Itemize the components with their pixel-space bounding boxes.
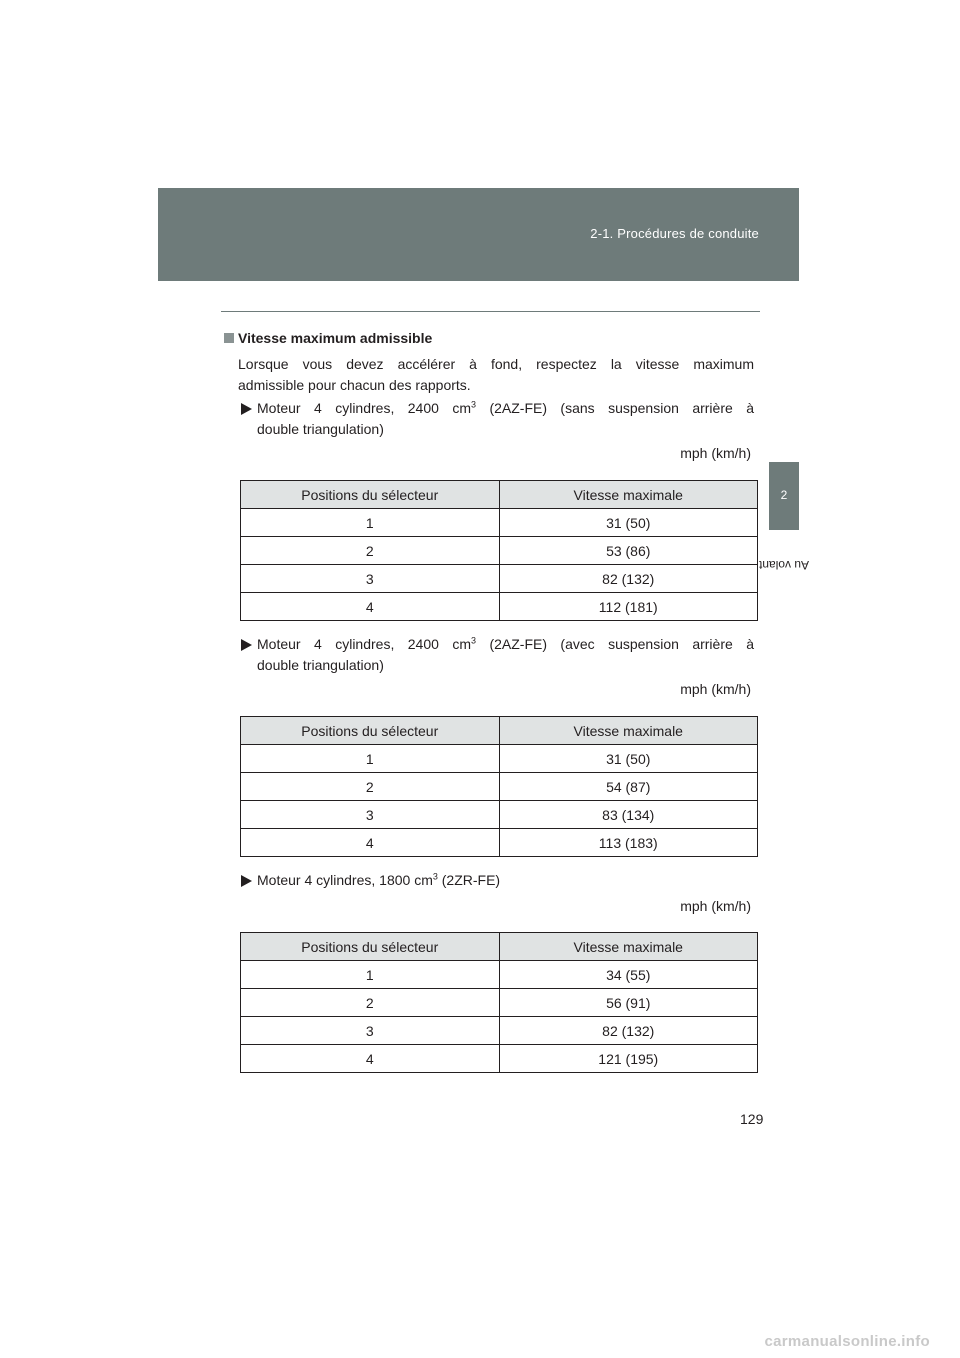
speed-cell: 83 (134)	[499, 801, 758, 829]
header-max-speed: Vitesse maximale	[499, 717, 758, 745]
table-header-row	[241, 933, 758, 961]
speed-cell: 31 (50)	[499, 509, 758, 537]
gear-cell: 4	[241, 1045, 500, 1073]
intro-line-1: Lorsque vous devez accélérer à fond, respectez la vitesse maximum	[238, 356, 754, 372]
header-max-speed: Vitesse maximale	[499, 933, 758, 961]
chapter-title: 2-1. Procédures de conduite	[590, 226, 759, 241]
gear-cell: 3	[241, 1017, 500, 1045]
speed-cell: 82 (132)	[499, 565, 758, 593]
engine-heading-3-line-1: Moteur 4 cylindres, 1800 $cm^3$ (2ZR-FE)	[257, 871, 501, 888]
speed-cell: 56 (91)	[499, 989, 758, 1017]
section-title	[224, 330, 432, 346]
gear-cell: 1	[241, 509, 500, 537]
header-positions: Positions du sélecteur	[241, 933, 500, 961]
speed-table-1	[240, 480, 758, 621]
table-row	[241, 745, 758, 773]
speed-table-3	[240, 932, 758, 1073]
section-title-text: Vitesse maximum admissible	[238, 330, 433, 346]
chapter-number: 2	[780, 488, 788, 502]
engine-heading-1	[238, 398, 754, 440]
gear-cell: 4	[241, 593, 500, 621]
page-number: 129	[740, 1111, 764, 1127]
gear-cell: 1	[241, 961, 500, 989]
speed-table-2	[240, 716, 758, 857]
engine-heading-2-line-2: double triangulation)	[257, 657, 384, 673]
table-row	[241, 773, 758, 801]
table-row	[241, 989, 758, 1017]
triangle-bullet-icon	[241, 875, 252, 887]
chapter-label	[758, 540, 810, 610]
table-row	[241, 593, 758, 621]
speed-cell: 82 (132)	[499, 1017, 758, 1045]
header-positions: Positions du sélecteur	[241, 481, 500, 509]
gear-cell: 3	[241, 801, 500, 829]
gear-cell: 2	[241, 773, 500, 801]
speed-cell: 121 (195)	[499, 1045, 758, 1073]
table-header-row	[241, 481, 758, 509]
header-max-speed: Vitesse maximale	[499, 481, 758, 509]
table-row	[241, 801, 758, 829]
chapter-label-text: Au volant	[758, 558, 810, 573]
speed-cell: 54 (87)	[499, 773, 758, 801]
unit-label-1: mph (km/h)	[680, 445, 751, 461]
speed-cell: 34 (55)	[499, 961, 758, 989]
engine-heading-1-line-2: double triangulation)	[257, 421, 384, 437]
chapter-tab	[769, 462, 799, 530]
engine-heading-2-line-1: Moteur 4 cylindres, 2400 $cm^3$ (2AZ-FE) (avec suspension arrière à	[257, 635, 754, 652]
triangle-bullet-icon	[241, 639, 252, 651]
engine-heading-2	[238, 634, 754, 676]
square-bullet-icon	[224, 333, 234, 343]
triangle-bullet-icon	[241, 403, 252, 415]
gear-cell: 3	[241, 565, 500, 593]
table-row	[241, 537, 758, 565]
speed-cell: 113 (183)	[499, 829, 758, 857]
speed-cell: 53 (86)	[499, 537, 758, 565]
speed-cell: 112 (181)	[499, 593, 758, 621]
unit-label-2: mph (km/h)	[680, 681, 751, 697]
gear-cell: 2	[241, 989, 500, 1017]
unit-label-3: mph (km/h)	[680, 898, 751, 914]
gear-cell: 2	[241, 537, 500, 565]
header-band	[158, 188, 799, 281]
engine-heading-3	[238, 870, 754, 891]
table-row	[241, 565, 758, 593]
watermark-link[interactable]: carmanualsonline.info	[764, 1333, 930, 1350]
header-positions: Positions du sélecteur	[241, 717, 500, 745]
table-row	[241, 1017, 758, 1045]
table-row	[241, 1045, 758, 1073]
gear-cell: 4	[241, 829, 500, 857]
section-divider	[221, 311, 760, 312]
table-row	[241, 829, 758, 857]
table-header-row	[241, 717, 758, 745]
engine-heading-1-line-1: Moteur 4 cylindres, 2400 $cm^3$ (2AZ-FE) (sans suspension arrière à	[257, 399, 754, 416]
gear-cell: 1	[241, 745, 500, 773]
speed-cell: 31 (50)	[499, 745, 758, 773]
intro-paragraph	[238, 354, 754, 396]
intro-line-2: admissible pour chacun des rapports.	[238, 377, 471, 393]
table-row	[241, 509, 758, 537]
table-row	[241, 961, 758, 989]
